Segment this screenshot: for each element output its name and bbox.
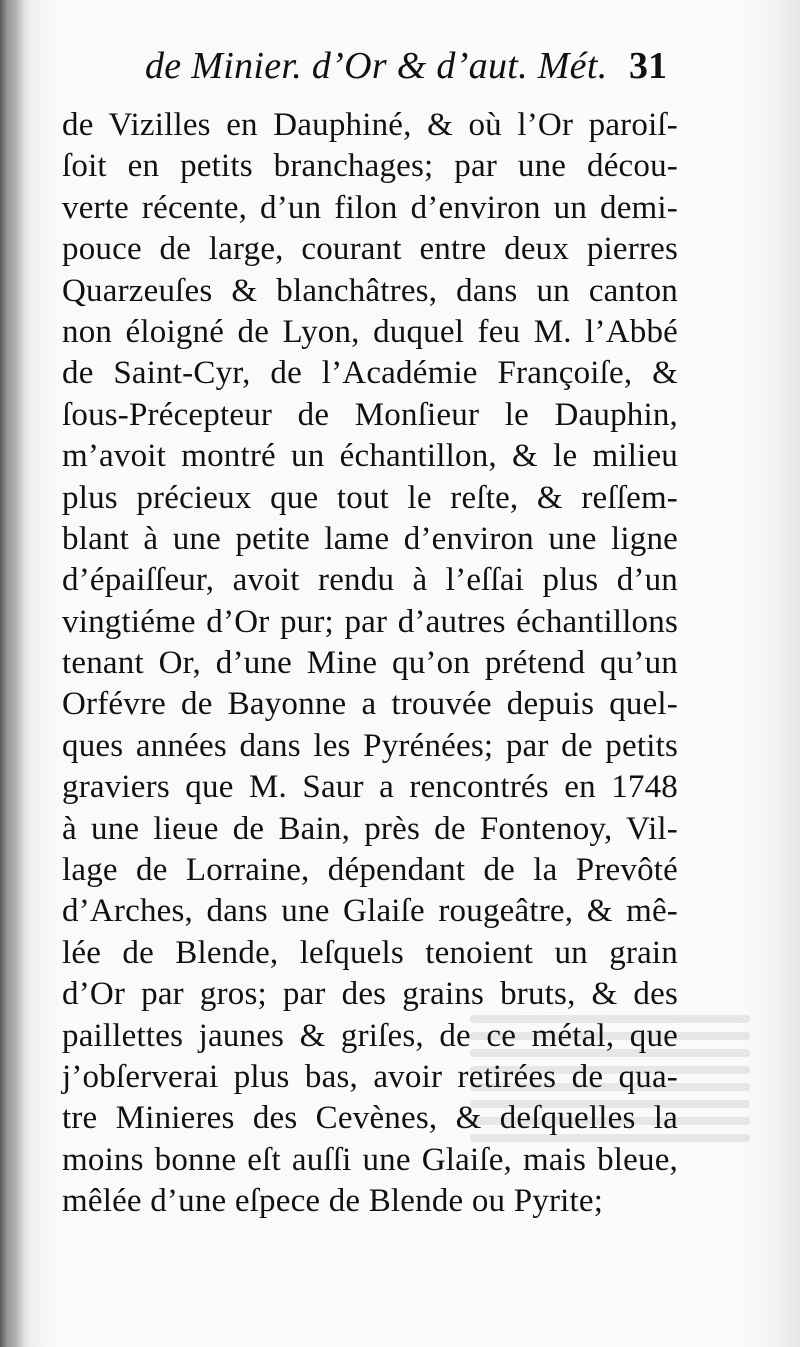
text-line: Quarzeuſes & blanchâtres, dans un canton	[62, 272, 678, 309]
page-number: 31	[629, 45, 667, 87]
text-line: d’épaiſſeur, avoit rendu à l’eſſai plus d’un	[62, 562, 678, 599]
text-line: à une lieue de Bain, près de Fontenoy, Vil-	[62, 810, 678, 847]
text-line: ſous-Précepteur de Monſieur le Dauphin,	[62, 396, 678, 433]
text-line: j’obſerverai plus bas, avoir retirées de qua-	[62, 1058, 678, 1095]
text-line: m’avoit montré un échantillon, & le milieu	[62, 438, 678, 475]
text-line: ques années dans les Pyrénées; par de petits	[62, 727, 678, 764]
text-line: blant à une petite lame d’environ une ligne	[62, 520, 678, 557]
text-line: paillettes jaunes & griſes, de ce métal, que	[62, 1017, 678, 1054]
running-head: de Minier. d’Or & d’aut. Mét.	[145, 45, 608, 87]
text-line: d’Arches, dans une Glaiſe rougeâtre, & mê-	[62, 893, 678, 930]
text-line: lage de Lorraine, dépendant de la Prevôté	[62, 852, 678, 889]
text-line: moins bonne eſt auſſi une Glaiſe, mais bleue,	[62, 1141, 678, 1178]
text-line: plus précieux que tout le reſte, & reſſem-	[62, 479, 678, 516]
text-line: tre Minieres des Cevènes, & deſquelles la	[62, 1100, 678, 1137]
text-line: pouce de large, courant entre deux pierres	[62, 231, 678, 268]
text-line: vingtiéme d’Or pur; par d’autres échantillons	[62, 603, 678, 640]
text-line: Orfévre de Bayonne a trouvée depuis quel-	[62, 686, 678, 723]
text-line: graviers que M. Saur a rencontrés en 1748	[62, 769, 678, 806]
text-line: ſoit en petits branchages; par une décou-	[62, 148, 678, 185]
text-line: non éloigné de Lyon, duquel feu M. l’Abbé	[62, 313, 678, 350]
text-line: de Saint-Cyr, de l’Académie Françoiſe, &	[62, 355, 678, 392]
text-line: mêlée d’une eſpece de Blende ou Pyrite;	[62, 1183, 604, 1220]
body-text	[62, 105, 678, 1223]
text-line: tenant Or, d’une Mine qu’on prétend qu’un	[62, 645, 678, 682]
text-line: verte récente, d’un filon d’environ un demi-	[62, 189, 678, 226]
page-header	[145, 44, 665, 100]
text-line: lée de Blende, leſquels tenoient un grain	[62, 934, 678, 971]
binding-shadow	[0, 0, 24, 1347]
text-line: de Vizilles en Dauphiné, & où l’Or paroiſ-	[62, 107, 678, 143]
text-line: d’Or par gros; par des grains bruts, & des	[62, 976, 678, 1013]
